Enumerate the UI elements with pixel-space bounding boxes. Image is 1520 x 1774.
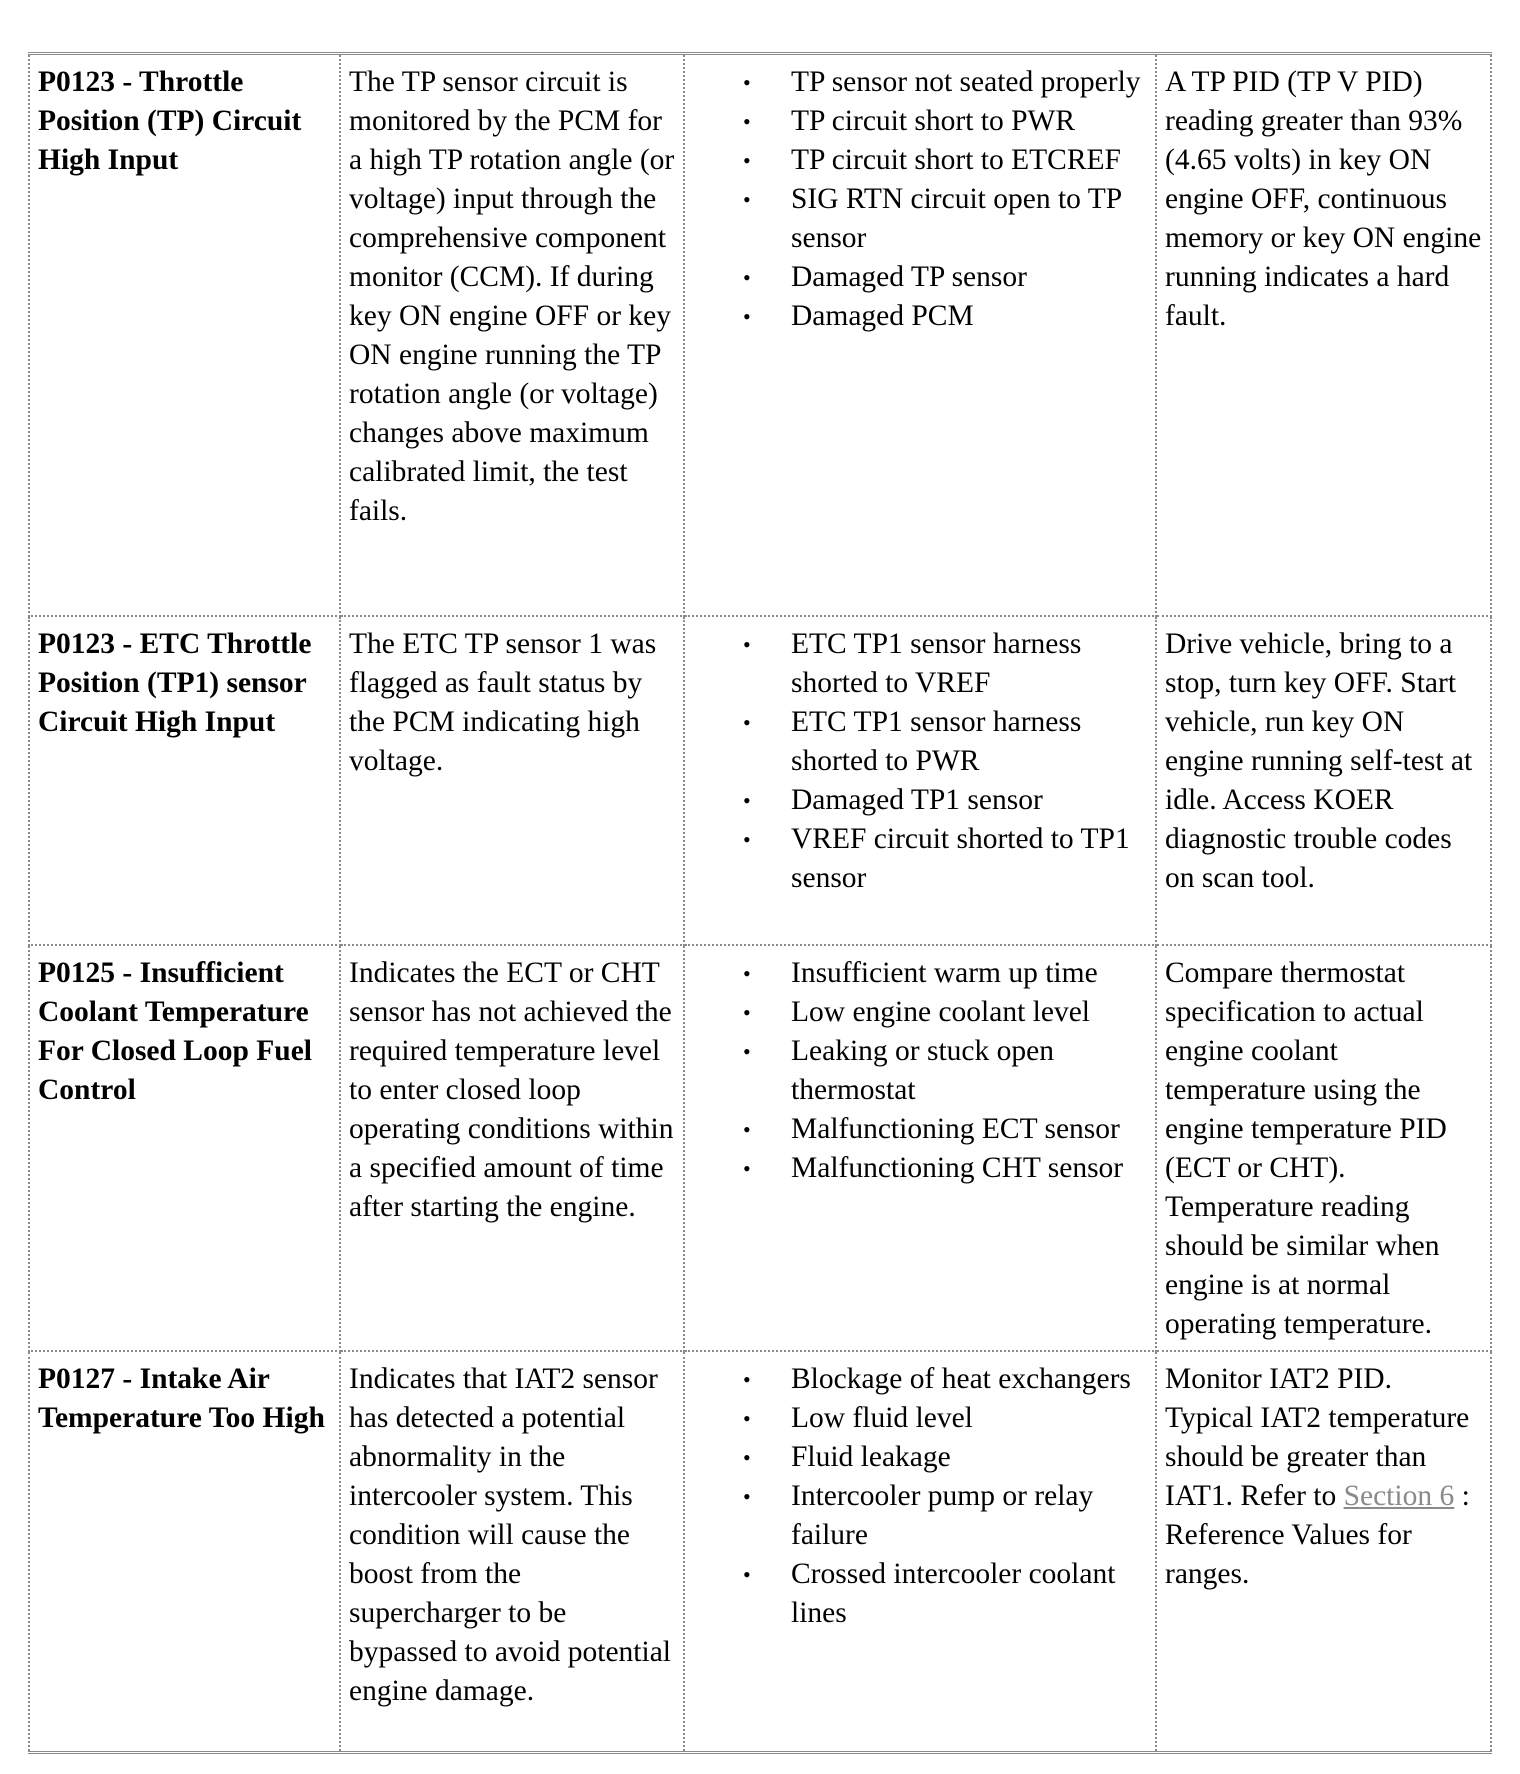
- table-row: [29, 1351, 1491, 1753]
- list-item: • Leaking or stuck open thermostat: [747, 1032, 1147, 1110]
- dtc-action-cell: Drive vehicle, bring to a stop, turn key OFF. Start vehicle, run key ON engine running self-test at idle. Access KOER diagnostic trouble codes on scan tool.: [1156, 616, 1491, 945]
- table-row: [29, 54, 1491, 617]
- dtc-description-cell: The TP sensor circuit is monitored by the PCM for a high TP rotation angle (or voltage) input through the comprehensive component monitor (CCM). If during key ON engine OFF or key ON engine running the TP rotation angle (or voltage) changes above maximum calibrated limit, the test fails.: [340, 54, 684, 617]
- bullet-icon: •: [743, 187, 751, 212]
- list-item: • Insufficient warm up time: [747, 954, 1147, 993]
- bullet-icon: •: [743, 1039, 751, 1064]
- dtc-code-cell: P0127 - Intake Air Temperature Too High: [29, 1351, 340, 1753]
- bullet-icon: •: [743, 1000, 751, 1025]
- table-row: [29, 616, 1491, 945]
- causes-list: [693, 625, 1147, 898]
- bullet-icon: •: [743, 1562, 751, 1587]
- dtc-causes-cell: [684, 1351, 1156, 1753]
- bullet-icon: •: [743, 710, 751, 735]
- bullet-icon: •: [743, 1484, 751, 1509]
- list-item: • Damaged TP sensor: [747, 258, 1147, 297]
- bullet-icon: •: [743, 1445, 751, 1470]
- bullet-icon: •: [743, 148, 751, 173]
- dtc-causes-cell: [684, 54, 1156, 617]
- bullet-icon: •: [743, 1156, 751, 1181]
- list-item: • TP circuit short to ETCREF: [747, 141, 1147, 180]
- bullet-icon: •: [743, 304, 751, 329]
- dtc-description-cell: Indicates the ECT or CHT sensor has not achieved the required temperature level to enter closed loop operating conditions within a specified amount of time after starting the engine.: [340, 945, 684, 1351]
- list-item: • TP sensor not seated properly: [747, 63, 1147, 102]
- bullet-icon: •: [743, 827, 751, 852]
- dtc-action-cell: Monitor IAT2 PID. Typical IAT2 temperature should be greater than IAT1. Refer to Section 6 : Reference Values for ranges.: [1156, 1351, 1491, 1753]
- section-6-link[interactable]: Section 6: [1343, 1480, 1455, 1512]
- list-item: • Malfunctioning CHT sensor: [747, 1149, 1147, 1188]
- dtc-code-cell: P0125 - Insufficient Coolant Temperature For Closed Loop Fuel Control: [29, 945, 340, 1351]
- list-item: • Damaged TP1 sensor: [747, 781, 1147, 820]
- list-item: • ETC TP1 sensor harness shorted to PWR: [747, 703, 1147, 781]
- list-item: • Fluid leakage: [747, 1438, 1147, 1477]
- bullet-icon: •: [743, 632, 751, 657]
- table-row: [29, 945, 1491, 1351]
- causes-list: [693, 63, 1147, 336]
- list-item: • Low fluid level: [747, 1399, 1147, 1438]
- dtc-description-cell: Indicates that IAT2 sensor has detected a potential abnormality in the intercooler system. This condition will cause the boost from the supercharger to be bypassed to avoid potential engine damage.: [340, 1351, 684, 1753]
- list-item: • Malfunctioning ECT sensor: [747, 1110, 1147, 1149]
- bullet-icon: •: [743, 265, 751, 290]
- bullet-icon: •: [743, 109, 751, 134]
- list-item: • TP circuit short to PWR: [747, 102, 1147, 141]
- bullet-icon: •: [743, 1117, 751, 1142]
- dtc-causes-cell: [684, 945, 1156, 1351]
- list-item: • ETC TP1 sensor harness shorted to VREF: [747, 625, 1147, 703]
- bullet-icon: •: [743, 70, 751, 95]
- dtc-causes-cell: [684, 616, 1156, 945]
- list-item: • Blockage of heat exchangers: [747, 1360, 1147, 1399]
- list-item: • Low engine coolant level: [747, 993, 1147, 1032]
- list-item: • Damaged PCM: [747, 297, 1147, 336]
- list-item: • VREF circuit shorted to TP1 sensor: [747, 820, 1147, 898]
- bullet-icon: •: [743, 961, 751, 986]
- bullet-icon: •: [743, 1367, 751, 1392]
- dtc-action-cell: Compare thermostat specification to actual engine coolant temperature using the engine temperature PID (ECT or CHT). Temperature reading should be similar when engine is at normal operating temperature.: [1156, 945, 1491, 1351]
- list-item: • Intercooler pump or relay failure: [747, 1477, 1147, 1555]
- causes-list: [693, 1360, 1147, 1633]
- bullet-icon: •: [743, 1406, 751, 1431]
- bullet-icon: •: [743, 788, 751, 813]
- dtc-description-cell: The ETC TP sensor 1 was flagged as fault status by the PCM indicating high voltage.: [340, 616, 684, 945]
- causes-list: [693, 954, 1147, 1188]
- dtc-table: [28, 52, 1492, 1754]
- dtc-code-cell: P0123 - ETC Throttle Position (TP1) sensor Circuit High Input: [29, 616, 340, 945]
- dtc-code-cell: P0123 - Throttle Position (TP) Circuit High Input: [29, 54, 340, 617]
- dtc-action-cell: A TP PID (TP V PID) reading greater than 93% (4.65 volts) in key ON engine OFF, continuous memory or key ON engine running indicates a hard fault.: [1156, 54, 1491, 617]
- list-item: • Crossed intercooler coolant lines: [747, 1555, 1147, 1633]
- list-item: • SIG RTN circuit open to TP sensor: [747, 180, 1147, 258]
